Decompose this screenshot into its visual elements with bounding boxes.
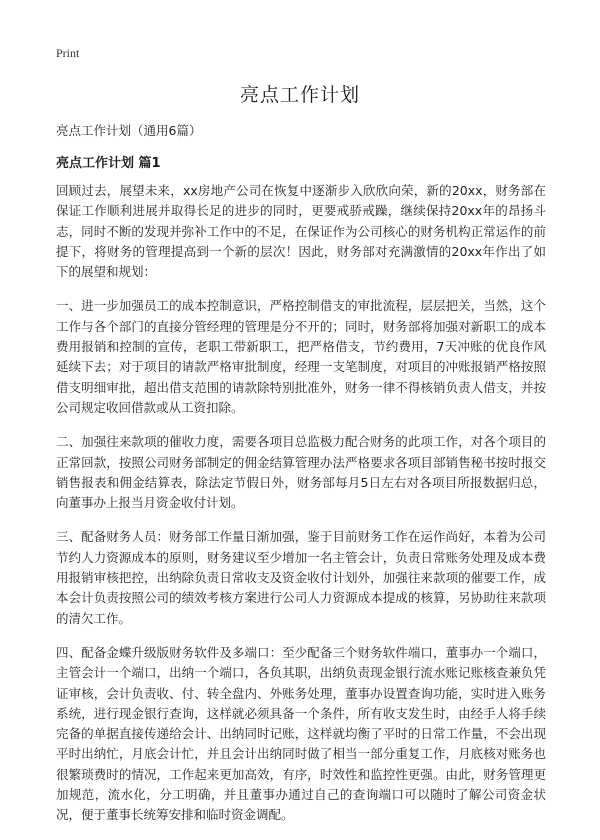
body-text xyxy=(56,181,546,840)
paragraph-2: 二、加强往来款项的催收力度，需要各项目总监极力配合财务的此项工作，对各个项目的正常回款，按照公司财务部制定的佣金结算管理办法严格要求各项目部销售秘书按时报交销售报表和佣金结算表，除法定节假日外，财务部每月5日左右对各项目所报数据归总，向董事办上报当月资金收付计划。 xyxy=(56,434,546,511)
paragraph-4: 四、配备金蝶升级版财务软件及多端口：至少配备三个财务软件端口，董事办一个端口，主管会计一个端口，出纳一个端口，各负其职，出纳负责现金银行流水账记账核查兼负凭证审核，会计负责收、付、转全盘内、外账务处理，董事办设置查询功能，实时进入账务系统，进行现金银行查询，这样就必须具备一个条件，所有收支发生时，由经手人将手续完备的单据直接传递给会计、出纳同时记账，这样就均衡了平时的日常工作量，不会出现平时出纳忙，月底会计忙，并且会计出纳同时做了相当一部分重复工作，月底核对账务也很繁琐费时的情况，工作起来更加高效，有序，时效性和监控性更强。由此，财务管理更加规范，流水化，分工明确，并且董事办通过自己的查询端口可以随时了解公司资金状况，便于董事长统筹安排和临时资金调配。 xyxy=(56,644,546,823)
section-heading: 亮点工作计划 篇1 xyxy=(56,156,161,171)
paragraph-intro: 回顾过去，展望未来，xx房地产公司在恢复中逐渐步入欣欣向荣，新的20xx，财务部在保证工作顺利进展并取得长足的进步的同时，更要戒骄戒躁，继续保持20xx年的昂扬斗志，同时不断的发现并弥补工作中的不足，在保证作为公司核心的财务机构正常运作的前提下，将财务的管理提高到一个新的层次！因此，财务部对充满激情的20xx年作出了如下的展望和规划： xyxy=(56,183,546,280)
paragraph-3: 三、配备财务人员：财务部工作量日渐加强，鉴于目前财务工作在运作尚好，本着为公司节约人力资源成本的原则，财务建议至少增加一名主管会计，负责日常账务处理及成本费用报销审核把控，出纳除负责日常收支及资金收付计划外，加强往来款项的催要工作，成本会计负责按照公司的绩效考核方案进行公司人力资源成本提成的核算，另协助往来款项的清欠工作。 xyxy=(56,529,546,626)
print-link[interactable]: Print xyxy=(56,46,80,60)
paragraph-1: 一、进一步加强员工的成本控制意识，严格控制借支的审批流程，层层把关，当然，这个工作与各个部门的直接分管经理的管理是分不开的；同时，财务部将加强对新职工的成本费用报销和控制的宣传，老职工带新职工，把严格借支，节约费用，7天冲账的优良作风延续下去；对于项目的请款严格审批制度，经理一支笔制度，对项目的冲账报销严格按照借支明细审批，超出借支范围的请款除特别批准外，财务一律不得核销负责人借支，并按公司规定收回借款或从工资扣除。 xyxy=(56,298,546,415)
document-subtitle: 亮点工作计划（通用6篇） xyxy=(56,123,202,138)
page-title: 亮点工作计划 xyxy=(239,84,360,106)
